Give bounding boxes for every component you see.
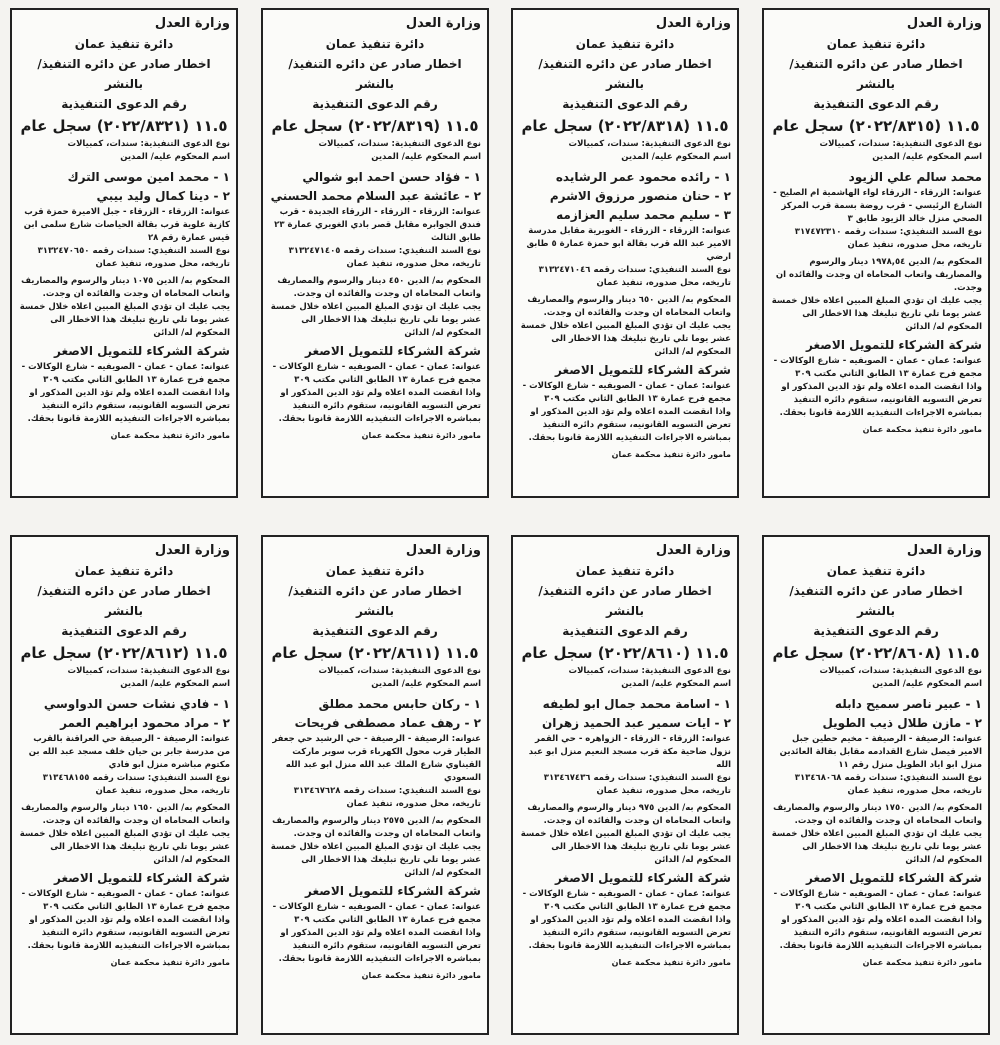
case-number: ١١.٥ (٢٠٢٢/٨٦١٢) سجل عام — [20, 644, 228, 662]
case-number: ١١.٥ (٢٠٢٢/٨٦١١) سجل عام — [271, 644, 479, 662]
debtor-name: ١ - محمد امين موسى الترك — [67, 170, 230, 184]
debtor-name: ١ - رائده محمود عمر الرشايده — [555, 170, 731, 184]
creditor-address: عنوانه: عمان - عمان - الصويفيه - شارع الوكالات - مجمع فرح عمارة ١٣ الطابق الثاني مكتب ٣٠٩ — [773, 889, 982, 912]
debtor-name: ٢ - مراد محمود ابراهيم العمر — [60, 716, 230, 730]
debtor-label: اسم المحكوم عليه/ المدين — [371, 152, 481, 162]
notice-title: اخطار صادر عن دائره التنفيذ/ بالنشر — [288, 584, 462, 618]
debtor-name: ١ - عبير ناصر سميح دابله — [834, 697, 982, 711]
case-label: رقم الدعوى التنفيذية — [312, 97, 438, 111]
notice-title: اخطار صادر عن دائره التنفيذ/ بالنشر — [37, 584, 211, 618]
notice-footer: مامور دائرة تنفيذ محكمة عمان — [110, 958, 230, 967]
case-type: نوع الدعوى التنفيذية: سندات، كمبيالات — [318, 666, 481, 676]
creditor-name: شركة الشركاء للتمويل الاصغر — [806, 338, 982, 352]
case-label: رقم الدعوى التنفيذية — [813, 624, 939, 638]
debtor-address: عنوانه: الزرقاء - الزرقاء لواء الهاشمية ام الصليح - الشارع الرئيسي - قرب روضة بسمة قرب المركز الصحي منزل خالد الزيود طابق ٣ — [773, 188, 982, 224]
case-number: ١١.٥ (٢٠٢٢/٨٣١٩) سجل عام — [271, 117, 479, 135]
bond-info: نوع السند التنفيذي: سندات رقمه ٣١٣٢٤٧١٤٠٥ — [288, 246, 481, 256]
debtor-name: ٢ - عائشة عبد السلام محمد الحسني — [270, 189, 481, 203]
debtor-name: ٢ - حنان منصور مرزوق الاشرم — [549, 189, 731, 203]
creditor-address: عنوانه: عمان - عمان - الصويفيه - شارع الوكالات - مجمع فرح عمارة ١٣ الطابق الثاني مكتب ٣٠٩ — [272, 362, 481, 385]
notice-title: اخطار صادر عن دائره التنفيذ/ بالنشر — [288, 57, 462, 91]
department-heading: دائرة تنفيذ عمان — [826, 564, 926, 578]
ministry-heading: وزارة العدل — [655, 16, 731, 31]
notice-footer: مامور دائرة تنفيذ محكمة عمان — [361, 431, 481, 440]
case-label: رقم الدعوى التنفيذية — [562, 97, 688, 111]
case-label: رقم الدعوى التنفيذية — [61, 624, 187, 638]
debtor-address: عنوانه: الرصيفة - الرصيفة - حي الرشيد حي جعفر الطيار قرب محول الكهرباء قرب سوبر ماركت القيناوي شارع الملك عبد الله منزل ابو عبد الله السعودي — [272, 734, 481, 783]
bond-date-place: تاريخه، محل صدوره، تنفيذ عمان — [847, 240, 982, 250]
notice-title: اخطار صادر عن دائره التنفيذ/ بالنشر — [37, 57, 211, 91]
department-heading: دائرة تنفيذ عمان — [575, 564, 675, 578]
notice-title: اخطار صادر عن دائره التنفيذ/ بالنشر — [789, 584, 963, 618]
bond-info: نوع السند التنفيذي: سندات رقمه ٣١٣٢٤٧١٠٤٦ — [538, 265, 731, 275]
debtor-name: ٢ - رهف عماد مصطفى فريحات — [294, 716, 481, 730]
case-type: نوع الدعوى التنفيذية: سندات، كمبيالات — [67, 139, 230, 149]
notice-footer: مامور دائرة تنفيذ محكمة عمان — [611, 450, 731, 459]
payment-demand: يجب عليك ان تؤدي المبلغ المبين اعلاه خلال خمسة عشر يوما تلي تاريخ تبليغك هذا الاخطار الى المحكوم له/ الدائن — [270, 302, 481, 338]
debtor-name: محمد سالم علي الزيود — [848, 170, 982, 184]
debtor-name: ٢ - مازن طلال ذيب الطويل — [822, 716, 982, 730]
creditor-address: عنوانه: عمان - عمان - الصويفيه - شارع الوكالات - مجمع فرح عمارة ١٣ الطابق الثاني مكتب ٣٠٩ — [21, 889, 230, 912]
creditor-address: عنوانه: عمان - عمان - الصويفيه - شارع الوكالات - مجمع فرح عمارة ١٣ الطابق الثاني مكتب ٣٠٩ — [773, 356, 982, 379]
case-label: رقم الدعوى التنفيذية — [312, 624, 438, 638]
notice-card — [511, 535, 739, 1035]
notice-footer: مامور دائرة تنفيذ محكمة عمان — [862, 958, 982, 967]
notice-title: اخطار صادر عن دائره التنفيذ/ بالنشر — [538, 584, 712, 618]
creditor-name: شركة الشركاء للتمويل الاصغر — [54, 344, 230, 358]
case-label: رقم الدعوى التنفيذية — [813, 97, 939, 111]
notice-footer: مامور دائرة تنفيذ محكمة عمان — [611, 958, 731, 967]
judgment-amount: المحكوم به/ الدين ٩٧٥ دينار والرسوم والمصاريف واتعاب المحاماه ان وجدت والفائده ان وجدت. — [527, 803, 731, 826]
ministry-heading: وزارة العدل — [655, 543, 731, 558]
debtor-name: ٣ - سليم محمد سليم العزازمه — [556, 208, 731, 222]
notice-footer: مامور دائرة تنفيذ محكمة عمان — [862, 425, 982, 434]
payment-demand: يجب عليك ان تؤدي المبلغ المبين اعلاه خلال خمسة عشر يوما تلي تاريخ تبليغك هذا الاخطار الى المحكوم له/ الدائن — [771, 829, 982, 865]
debtor-label: اسم المحكوم عليه/ المدين — [371, 679, 481, 689]
case-number: ١١.٥ (٢٠٢٢/٨٣١٥) سجل عام — [772, 117, 980, 135]
notice-card — [10, 8, 238, 498]
debtor-name: ٢ - دينا كمال وليد بيبي — [96, 189, 230, 203]
case-type: نوع الدعوى التنفيذية: سندات، كمبيالات — [67, 666, 230, 676]
payment-demand: يجب عليك ان تؤدي المبلغ المبين اعلاه خلال خمسة عشر يوما تلي تاريخ تبليغك هذا الاخطار الى المحكوم له/ الدائن — [19, 302, 230, 338]
debtor-name: ١ - ركان حابس محمد مطلق — [318, 697, 481, 711]
bond-date-place: تاريخه، محل صدوره، تنفيذ عمان — [596, 786, 731, 796]
case-type: نوع الدعوى التنفيذية: سندات، كمبيالات — [318, 139, 481, 149]
notice-footer: مامور دائرة تنفيذ محكمة عمان — [110, 431, 230, 440]
closing-text: واذا انقضت المده اعلاه ولم تؤد الدين المذكور او تعرض التسويه القانونيه، ستقوم دائره التنفيذ بمباشره الاجراءات التنفيذيه اللازمة قانونا بحقك. — [27, 388, 230, 424]
case-label: رقم الدعوى التنفيذية — [562, 624, 688, 638]
creditor-name: شركة الشركاء للتمويل الاصغر — [305, 344, 481, 358]
bond-info: نوع السند التنفيذي: سندات رقمه ٣١٣٢٤٧٠٦٥٠ — [37, 246, 230, 256]
bond-date-place: تاريخه، محل صدوره، تنفيذ عمان — [346, 259, 481, 269]
debtor-name: ١ - فؤاد حسن احمد ابو شوالي — [302, 170, 481, 184]
creditor-name: شركة الشركاء للتمويل الاصغر — [54, 871, 230, 885]
bond-info: نوع السند التنفيذي: سندات رقمه ٣١٧٤٧٢٣١٠ — [794, 227, 982, 237]
bond-date-place: تاريخه، محل صدوره، تنفيذ عمان — [596, 278, 731, 288]
debtor-label: اسم المحكوم عليه/ المدين — [120, 679, 230, 689]
payment-demand: يجب عليك ان تؤدي المبلغ المبين اعلاه خلال خمسة عشر يوما تلي تاريخ تبليغك هذا الاخطار الى المحكوم له/ الدائن — [771, 296, 982, 332]
ministry-heading: وزارة العدل — [154, 543, 230, 558]
judgment-amount: المحكوم به/ الدين ١٠٧٥ دينار والرسوم والمصاريف واتعاب المحاماه ان وجدت والفائده ان وجدت. — [21, 276, 230, 299]
debtor-name: ٢ - ايات سمير عبد الحميد زهران — [542, 716, 731, 730]
closing-text: واذا انقضت المده اعلاه ولم تؤد الدين المذكور او تعرض التسويه القانونيه، ستقوم دائره التنفيذ بمباشره الاجراءات التنفيذيه اللازمة قانونا بحقك. — [278, 388, 481, 424]
case-number: ١١.٥ (٢٠٢٢/٨٣١٨) سجل عام — [521, 117, 729, 135]
ministry-heading: وزارة العدل — [154, 16, 230, 31]
debtor-label: اسم المحكوم عليه/ المدين — [621, 679, 731, 689]
bond-info: نوع السند التنفيذي: سندات رقمه ٣١٣٤٦٨١٥٥ — [42, 773, 230, 783]
case-type: نوع الدعوى التنفيذية: سندات، كمبيالات — [568, 139, 731, 149]
debtor-label: اسم المحكوم عليه/ المدين — [872, 679, 982, 689]
debtor-address: عنوانه: الرصيفة - الرصيفة حي العراقنة بالقرب من مدرسة جابر بن حيان خلف مسجد عبد الله بن مكتوم مباشره منزل ابو فادي — [28, 734, 230, 770]
notice-card — [762, 535, 990, 1035]
debtor-label: اسم المحكوم عليه/ المدين — [872, 152, 982, 162]
case-type: نوع الدعوى التنفيذية: سندات، كمبيالات — [819, 139, 982, 149]
judgment-amount: المحكوم به/ الدين ٤٥٠ دينار والرسوم والمصاريف واتعاب المحاماه ان وجدت والفائده ان وجدت. — [277, 276, 481, 299]
creditor-name: شركة الشركاء للتمويل الاصغر — [555, 363, 731, 377]
debtor-address: عنوانه: الزرقاء - الزرقاء - الزرقاء الجديدة - قرب فندق الجوابره مقابل قصر بادي الغويري عمارة ٢٣ طابق الثالث — [274, 207, 481, 243]
debtor-label: اسم المحكوم عليه/ المدين — [621, 152, 731, 162]
department-heading: دائرة تنفيذ عمان — [74, 37, 174, 51]
department-heading: دائرة تنفيذ عمان — [826, 37, 926, 51]
notice-title: اخطار صادر عن دائره التنفيذ/ بالنشر — [538, 57, 712, 91]
creditor-address: عنوانه: عمان - عمان - الصويفيه - شارع الوكالات - مجمع فرح عمارة ١٣ الطابق الثاني مكتب ٣٠٩ — [522, 381, 731, 404]
department-heading: دائرة تنفيذ عمان — [74, 564, 174, 578]
notice-card — [10, 535, 238, 1035]
debtor-address: عنوانه: الزرقاء - الزرقاء - جبل الاميرة حمزة قرب كازية علوية قرب بقالة الحياصات شارع سلمى ابن قيس عمارة رقم ٢٨ — [23, 207, 230, 243]
notice-card — [511, 8, 739, 498]
creditor-name: شركة الشركاء للتمويل الاصغر — [305, 884, 481, 898]
notice-title: اخطار صادر عن دائره التنفيذ/ بالنشر — [789, 57, 963, 91]
bond-date-place: تاريخه، محل صدوره، تنفيذ عمان — [95, 259, 230, 269]
creditor-address: عنوانه: عمان - عمان - الصويفيه - شارع الوكالات - مجمع فرح عمارة ١٣ الطابق الثاني مكتب ٣٠٩ — [272, 902, 481, 925]
judgment-amount: المحكوم به/ الدين ١٦٥٠ دينار والرسوم والمصاريف واتعاب المحاماه ان وجدت والفائده ان وجدت. — [21, 803, 230, 826]
notice-card — [762, 8, 990, 498]
bond-date-place: تاريخه، محل صدوره، تنفيذ عمان — [346, 799, 481, 809]
payment-demand: يجب عليك ان تؤدي المبلغ المبين اعلاه خلال خمسة عشر يوما تلي تاريخ تبليغك هذا الاخطار الى المحكوم له/ الدائن — [19, 829, 230, 865]
judgment-amount: المحكوم به/ الدين ١٩٧٨,٥٤ دينار والرسوم والمصاريف واتعاب المحاماه ان وجدت والفائده ان وجدت. — [775, 257, 982, 293]
payment-demand: يجب عليك ان تؤدي المبلغ المبين اعلاه خلال خمسة عشر يوما تلي تاريخ تبليغك هذا الاخطار الى المحكوم له/ الدائن — [520, 321, 731, 357]
case-number: ١١.٥ (٢٠٢٢/٨٦٠٨) سجل عام — [772, 644, 980, 662]
notice-card — [261, 8, 489, 498]
payment-demand: يجب عليك ان تؤدي المبلغ المبين اعلاه خلال خمسة عشر يوما تلي تاريخ تبليغك هذا الاخطار الى المحكوم له/ الدائن — [520, 829, 731, 865]
ministry-heading: وزارة العدل — [405, 16, 481, 31]
closing-text: واذا انقضت المده اعلاه ولم تؤد الدين المذكور او تعرض التسويه القانونيه، ستقوم دائره التنفيذ بمباشره الاجراءات التنفيذيه اللازمة قانونا بحقك. — [528, 407, 731, 443]
judgment-amount: المحكوم به/ الدين ٢٥٧٥ دينار والرسوم والمصاريف واتعاب المحاماه ان وجدت والفائده ان وجدت. — [272, 816, 481, 839]
closing-text: واذا انقضت المده اعلاه ولم تؤد الدين المذكور او تعرض التسويه القانونيه، ستقوم دائره التنفيذ بمباشره الاجراءات التنفيذيه اللازمة قانونا بحقك. — [779, 382, 982, 418]
case-number: ١١.٥ (٢٠٢٢/٨٦١٠) سجل عام — [521, 644, 729, 662]
case-type: نوع الدعوى التنفيذية: سندات، كمبيالات — [568, 666, 731, 676]
bond-info: نوع السند التنفيذي: سندات رقمه ٣١٣٤٦٨٠٦٨ — [794, 773, 982, 783]
creditor-name: شركة الشركاء للتمويل الاصغر — [806, 871, 982, 885]
debtor-label: اسم المحكوم عليه/ المدين — [120, 152, 230, 162]
debtor-address: عنوانه: الرصيفة - الرصيفة - مخيم حطين جبل الامير فيصل شارع القدادمه مقابل بقالة العائدين منزل ابو اياد الطويل منزل رقم ١١ — [779, 734, 982, 770]
ministry-heading: وزارة العدل — [906, 16, 982, 31]
creditor-address: عنوانه: عمان - عمان - الصويفيه - شارع الوكالات - مجمع فرح عمارة ١٣ الطابق الثاني مكتب ٣٠٩ — [21, 362, 230, 385]
case-number: ١١.٥ (٢٠٢٢/٨٣٢١) سجل عام — [20, 117, 228, 135]
creditor-name: شركة الشركاء للتمويل الاصغر — [555, 871, 731, 885]
judgment-amount: المحكوم به/ الدين ٦٥٠ دينار والرسوم والمصاريف واتعاب المحاماه ان وجدت والفائده ان وجدت. — [527, 295, 731, 318]
bond-info: نوع السند التنفيذي: سندات رقمه ٣١٣٤٦٧٦٢٨ — [293, 786, 481, 796]
ministry-heading: وزارة العدل — [906, 543, 982, 558]
closing-text: واذا انقضت المده اعلاه ولم تؤد الدين المذكور او تعرض التسويه القانونيه، ستقوم دائره التنفيذ بمباشره الاجراءات التنفيذيه اللازمة قانونا بحقك. — [27, 915, 230, 951]
creditor-address: عنوانه: عمان - عمان - الصويفيه - شارع الوكالات - مجمع فرح عمارة ١٣ الطابق الثاني مكتب ٣٠٩ — [522, 889, 731, 912]
bond-date-place: تاريخه، محل صدوره، تنفيذ عمان — [847, 786, 982, 796]
closing-text: واذا انقضت المده اعلاه ولم تؤد الدين المذكور او تعرض التسويه القانونيه، ستقوم دائره التنفيذ بمباشره الاجراءات التنفيذيه اللازمة قانونا بحقك. — [779, 915, 982, 951]
bond-date-place: تاريخه، محل صدوره، تنفيذ عمان — [95, 786, 230, 796]
ministry-heading: وزارة العدل — [405, 543, 481, 558]
bond-info: نوع السند التنفيذي: سندات رقمه ٣١٣٤٦٧٤٣٦ — [543, 773, 731, 783]
department-heading: دائرة تنفيذ عمان — [325, 564, 425, 578]
debtor-address: عنوانه: الزرقاء - الزرقاء - الغويرية مقابل مدرسة الامير عبد الله قرب بقالة ابو حمزة عمارة ٥ طابق ارضي — [526, 226, 731, 262]
debtor-name: ١ - فادي نشات حسن الدواوسي — [43, 697, 230, 711]
notice-footer: مامور دائرة تنفيذ محكمة عمان — [361, 971, 481, 980]
department-heading: دائرة تنفيذ عمان — [575, 37, 675, 51]
notice-card — [261, 535, 489, 1035]
debtor-address: عنوانه: الزرقاء - الزرقاء - الزواهره - حي القمر نزول ضاحية مكة قرب مسجد النعيم منزل ابو عبد الله — [528, 734, 731, 770]
department-heading: دائرة تنفيذ عمان — [325, 37, 425, 51]
case-type: نوع الدعوى التنفيذية: سندات، كمبيالات — [819, 666, 982, 676]
closing-text: واذا انقضت المده اعلاه ولم تؤد الدين المذكور او تعرض التسويه القانونيه، ستقوم دائره التنفيذ بمباشره الاجراءات التنفيذيه اللازمة قانونا بحقك. — [278, 928, 481, 964]
debtor-name: ١ - اسامة محمد جمال ابو لطيفه — [542, 697, 731, 711]
payment-demand: يجب عليك ان تؤدي المبلغ المبين اعلاه خلال خمسة عشر يوما تلي تاريخ تبليغك هذا الاخطار الى المحكوم له/ الدائن — [270, 842, 481, 878]
judgment-amount: المحكوم به/ الدين ١٧٥٠ دينار والرسوم والمصاريف واتعاب المحاماه ان وجدت والفائده ان وجدت. — [773, 803, 982, 826]
case-label: رقم الدعوى التنفيذية — [61, 97, 187, 111]
closing-text: واذا انقضت المده اعلاه ولم تؤد الدين المذكور او تعرض التسويه القانونيه، ستقوم دائره التنفيذ بمباشره الاجراءات التنفيذيه اللازمة قانونا بحقك. — [528, 915, 731, 951]
